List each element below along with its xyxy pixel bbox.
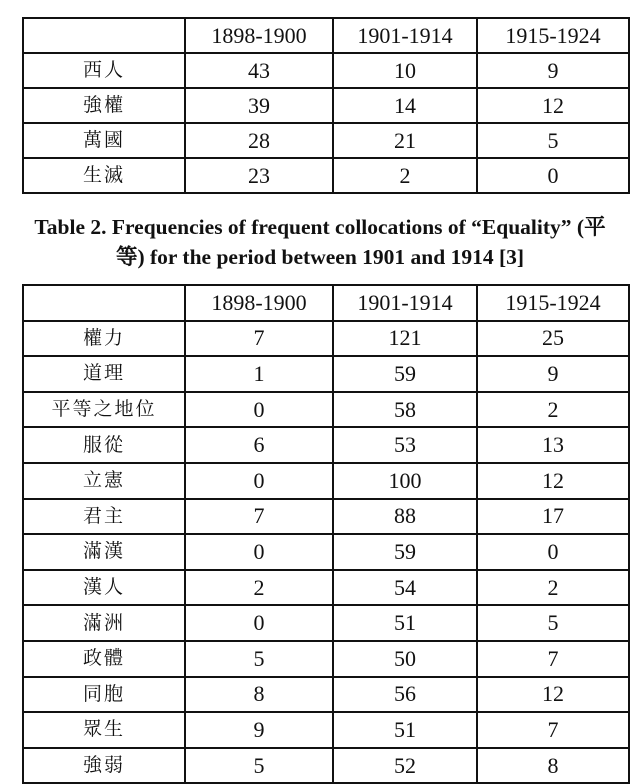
header-cell: 1898-1900 [185, 285, 333, 321]
table-row [23, 712, 629, 748]
count-cell: 21 [333, 123, 477, 158]
header-cell-empty [23, 18, 185, 53]
table-row [23, 53, 629, 88]
caption-line-1: Table 2. Frequencies of frequent collocations of “Equality” (平 [34, 215, 606, 239]
header-cell: 1901-1914 [333, 18, 477, 53]
count-cell: 2 [185, 570, 333, 606]
term-cell: 西人 [23, 53, 185, 88]
count-cell: 9 [477, 356, 629, 392]
count-cell: 5 [185, 641, 333, 677]
term-cell: 權力 [23, 321, 185, 357]
count-cell: 0 [185, 605, 333, 641]
header-cell: 1915-1924 [477, 285, 629, 321]
count-cell: 7 [477, 641, 629, 677]
count-cell: 0 [477, 158, 629, 193]
count-cell: 59 [333, 534, 477, 570]
count-cell: 51 [333, 712, 477, 748]
term-cell: 滿洲 [23, 605, 185, 641]
table-row [23, 499, 629, 535]
table-row [23, 356, 629, 392]
caption-line-2: 等) for the period between 1901 and 1914 [3] [115, 245, 525, 269]
term-cell: 漢人 [23, 570, 185, 606]
table-2-caption [0, 212, 640, 272]
header-row [23, 285, 629, 321]
count-cell: 7 [185, 321, 333, 357]
count-cell: 6 [185, 427, 333, 463]
count-cell: 25 [477, 321, 629, 357]
term-cell: 強弱 [23, 748, 185, 784]
count-cell: 8 [477, 748, 629, 784]
header-cell-empty [23, 285, 185, 321]
count-cell: 0 [477, 534, 629, 570]
count-cell: 14 [333, 88, 477, 123]
count-cell: 13 [477, 427, 629, 463]
table-row [23, 605, 629, 641]
count-cell: 2 [333, 158, 477, 193]
table-row [23, 570, 629, 606]
count-cell: 88 [333, 499, 477, 535]
count-cell: 5 [185, 748, 333, 784]
term-cell: 生滅 [23, 158, 185, 193]
header-cell: 1915-1924 [477, 18, 629, 53]
count-cell: 0 [185, 534, 333, 570]
header-cell: 1901-1914 [333, 285, 477, 321]
count-cell: 2 [477, 570, 629, 606]
count-cell: 7 [185, 499, 333, 535]
header-cell: 1898-1900 [185, 18, 333, 53]
count-cell: 12 [477, 677, 629, 713]
count-cell: 28 [185, 123, 333, 158]
count-cell: 5 [477, 605, 629, 641]
count-cell: 10 [333, 53, 477, 88]
count-cell: 53 [333, 427, 477, 463]
count-cell: 0 [185, 392, 333, 428]
term-cell: 眾生 [23, 712, 185, 748]
term-cell: 政體 [23, 641, 185, 677]
count-cell: 7 [477, 712, 629, 748]
term-cell: 平等之地位 [23, 392, 185, 428]
count-cell: 17 [477, 499, 629, 535]
count-cell: 1 [185, 356, 333, 392]
count-cell: 39 [185, 88, 333, 123]
term-cell: 道理 [23, 356, 185, 392]
count-cell: 100 [333, 463, 477, 499]
count-cell: 52 [333, 748, 477, 784]
header-row [23, 18, 629, 53]
table-row [23, 748, 629, 784]
table-row [23, 463, 629, 499]
count-cell: 56 [333, 677, 477, 713]
table-row [23, 158, 629, 193]
count-cell: 43 [185, 53, 333, 88]
count-cell: 59 [333, 356, 477, 392]
count-cell: 2 [477, 392, 629, 428]
table-row [23, 321, 629, 357]
count-cell: 5 [477, 123, 629, 158]
count-cell: 121 [333, 321, 477, 357]
term-cell: 滿漢 [23, 534, 185, 570]
count-cell: 12 [477, 88, 629, 123]
table-row [23, 392, 629, 428]
term-cell: 萬國 [23, 123, 185, 158]
term-cell: 強權 [23, 88, 185, 123]
count-cell: 50 [333, 641, 477, 677]
table-row [23, 677, 629, 713]
table-row [23, 534, 629, 570]
term-cell: 君主 [23, 499, 185, 535]
count-cell: 9 [477, 53, 629, 88]
term-cell: 服從 [23, 427, 185, 463]
count-cell: 23 [185, 158, 333, 193]
table-1 [22, 17, 630, 194]
table-row [23, 88, 629, 123]
table-row [23, 123, 629, 158]
table-2 [22, 284, 630, 784]
count-cell: 51 [333, 605, 477, 641]
table-row [23, 427, 629, 463]
count-cell: 0 [185, 463, 333, 499]
count-cell: 12 [477, 463, 629, 499]
count-cell: 58 [333, 392, 477, 428]
count-cell: 54 [333, 570, 477, 606]
count-cell: 8 [185, 677, 333, 713]
table-row [23, 641, 629, 677]
term-cell: 同胞 [23, 677, 185, 713]
count-cell: 9 [185, 712, 333, 748]
term-cell: 立憲 [23, 463, 185, 499]
